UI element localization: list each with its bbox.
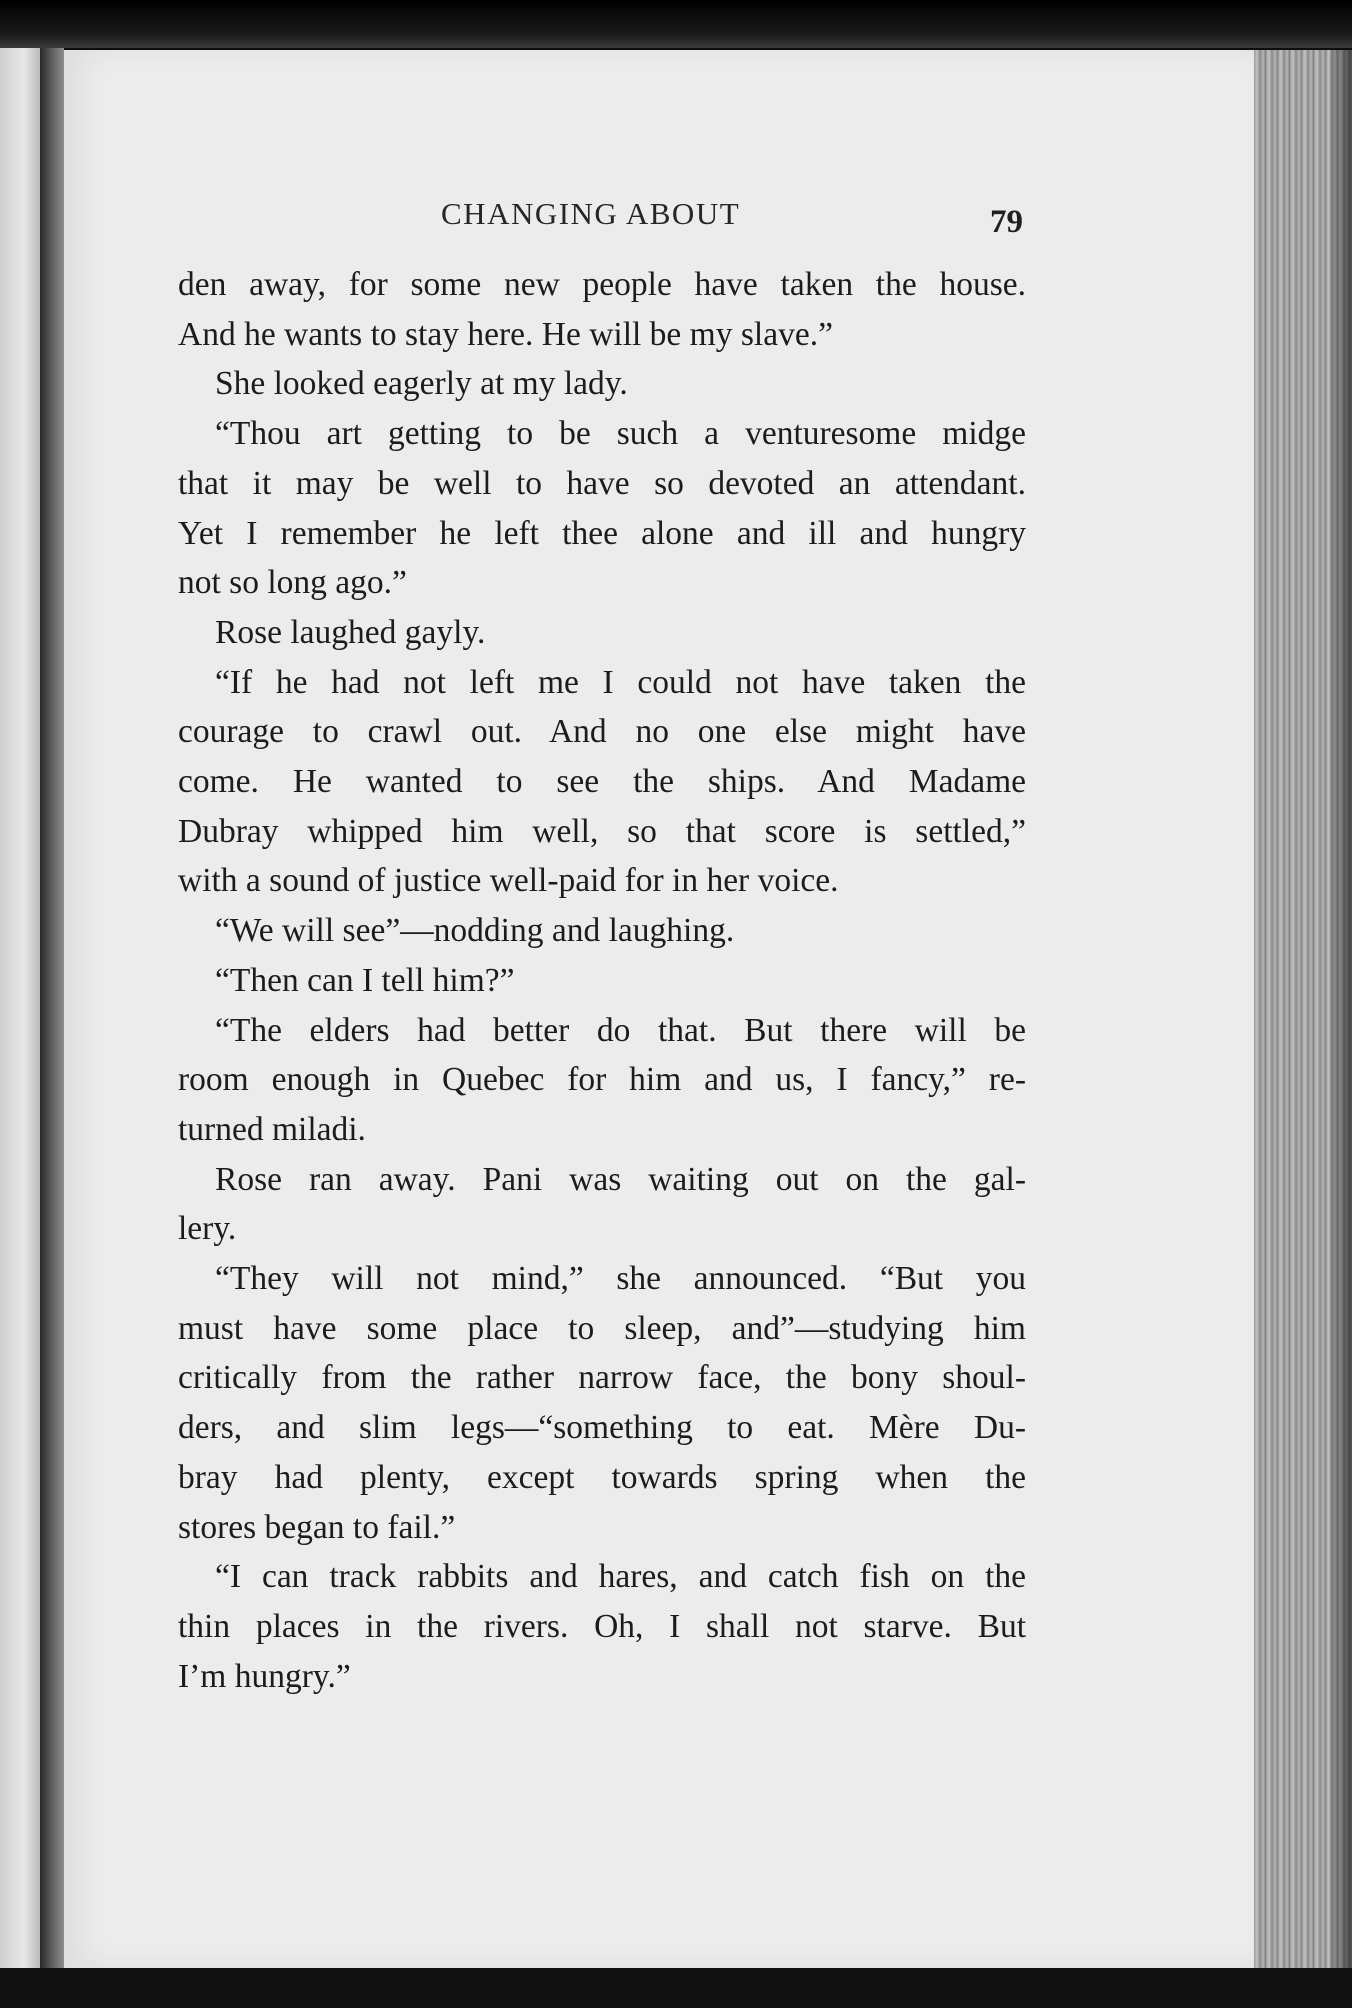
text-line: I’m hungry.”: [178, 1657, 351, 1695]
text-line: courage to crawl out. And no one else might have: [178, 713, 1026, 751]
text-line: “They will not mind,” she announced. “But you: [215, 1260, 1026, 1298]
text-line: “I can track rabbits and hares, and catch fish on the: [215, 1558, 1026, 1596]
text-line: lery.: [178, 1210, 237, 1248]
text-line: room enough in Quebec for him and us, I fancy,” re-: [178, 1061, 1026, 1099]
page-number: 79: [990, 204, 1023, 240]
text-line: thin places in the rivers. Oh, I shall not starve. But: [178, 1607, 1026, 1645]
book-gutter: [40, 48, 64, 1968]
text-line: “Thou art getting to be such a venturesome midge: [215, 415, 1026, 453]
text-line: She looked eagerly at my lady.: [215, 365, 628, 403]
text-line: stores began to fail.”: [178, 1508, 456, 1546]
text-line: den away, for some new people have taken the house.: [178, 266, 1026, 303]
text-line: that it may be well to have so devoted an attendant.: [178, 464, 1026, 502]
body-text: [178, 260, 1026, 1701]
text-line: Dubray whipped him well, so that score is settled,”: [178, 812, 1026, 850]
text-line: “The elders had better do that. But there will be: [215, 1011, 1026, 1049]
text-line: not so long ago.”: [178, 564, 407, 602]
scanner-bottom-shadow: [0, 1968, 1352, 2008]
text-line: “Then can I tell him?”: [215, 961, 515, 999]
text-line: ders, and slim legs—“something to eat. Mère Du-: [178, 1409, 1026, 1447]
facing-page-edge: [0, 48, 40, 1968]
text-line: Rose laughed gayly.: [215, 613, 486, 651]
text-line: with a sound of justice well-paid for in her voice.: [178, 862, 839, 900]
text-line: And he wants to stay here. He will be my slave.”: [178, 315, 833, 353]
text-line: turned miladi.: [178, 1110, 366, 1148]
scanner-top-shadow: [0, 0, 1352, 48]
text-line: Rose ran away. Pani was waiting out on the gal-: [215, 1160, 1026, 1198]
text-line: bray had plenty, except towards spring when the: [178, 1458, 1026, 1496]
text-line: Yet I remember he left thee alone and ill and hungry: [178, 514, 1026, 552]
text-line: come. He wanted to see the ships. And Madame: [178, 763, 1026, 801]
text-line: critically from the rather narrow face, the bony shoul-: [178, 1359, 1026, 1397]
page-fore-edge: [1254, 50, 1352, 1968]
text-line: must have some place to sleep, and”—studying him: [178, 1309, 1026, 1347]
text-line: “We will see”—nodding and laughing.: [215, 912, 735, 950]
text-line: “If he had not left me I could not have taken the: [215, 663, 1026, 701]
running-head: CHANGING ABOUT: [441, 196, 741, 231]
